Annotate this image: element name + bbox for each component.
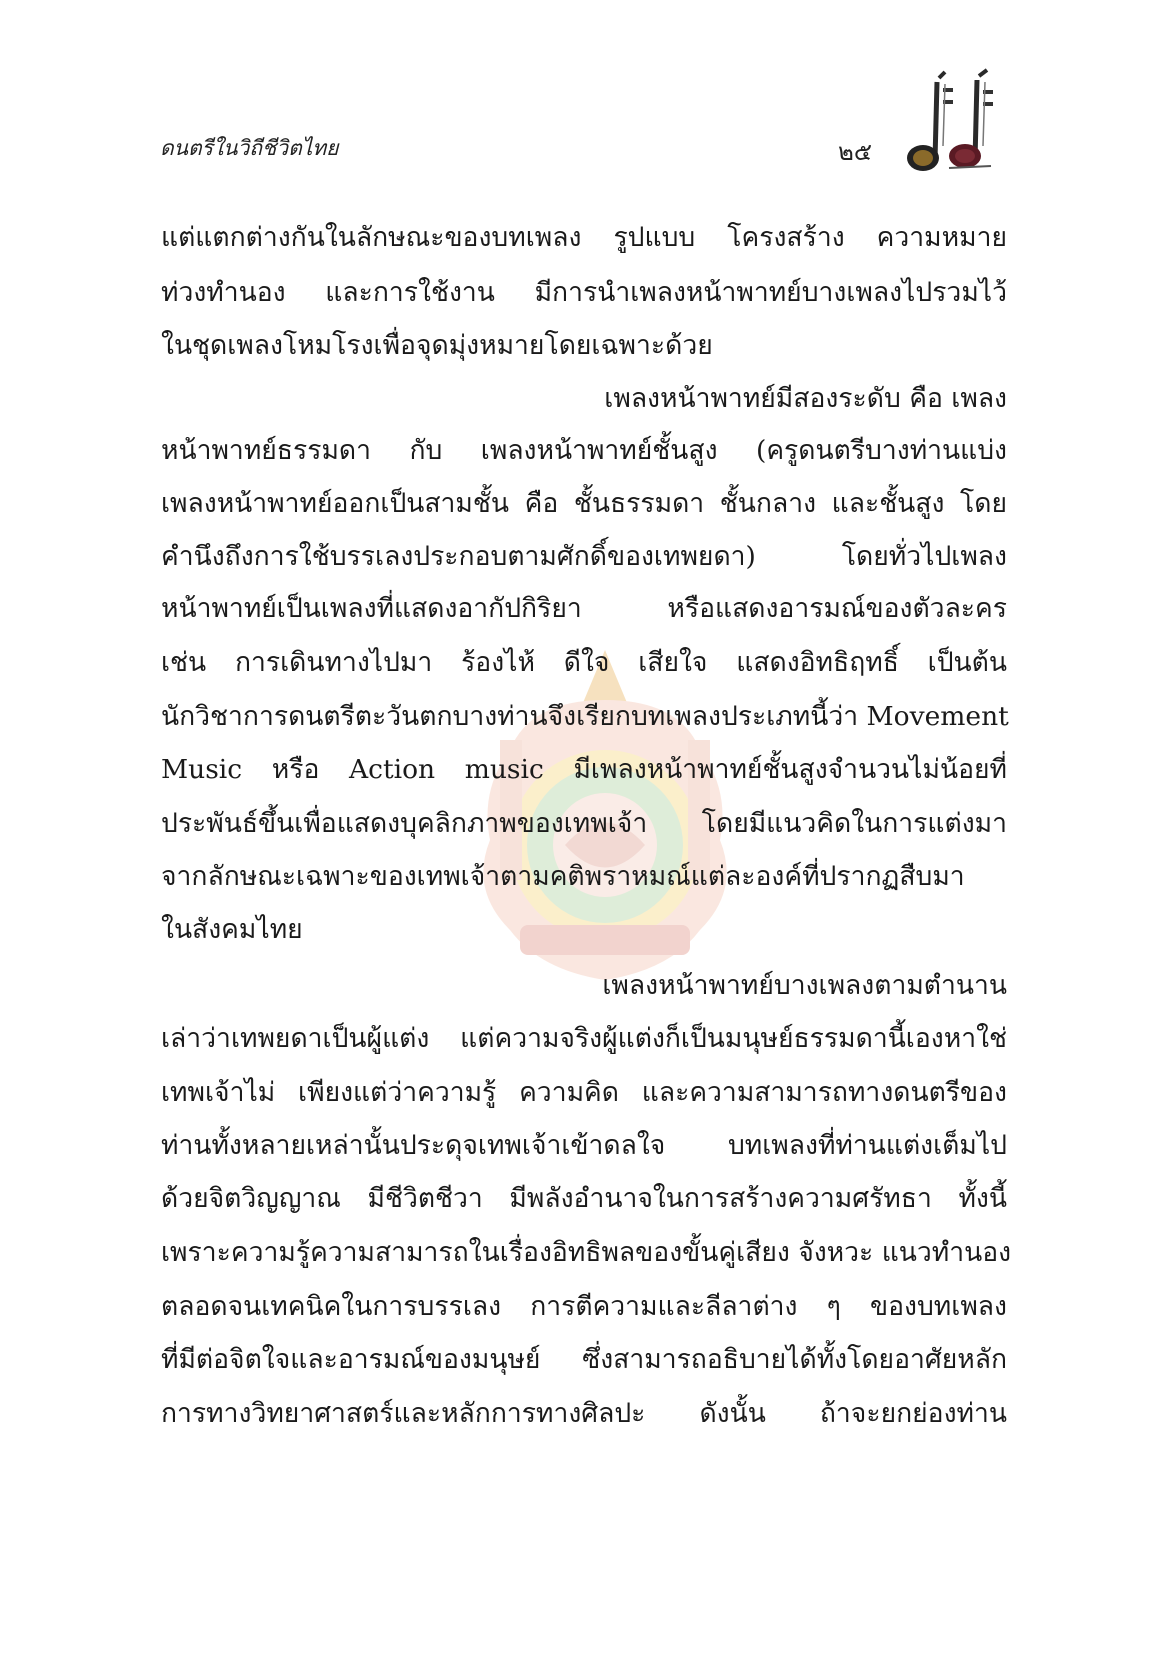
body-line-23: การทางวิทยาศาสตร์และหลักการทางศิลปะ ดังนั้น ถ้าจะยกย่องท่าน <box>161 1398 1007 1429</box>
body-line-3: ในชุดเพลงโหมโรงเพื่อจุดมุ่งหมายโดยเฉพาะด้วย <box>161 330 713 361</box>
body-line-6: เพลงหน้าพาทย์ออกเป็นสามชั้น คือ ชั้นธรรมดา ชั้นกลาง และชั้นสูง โดย <box>161 488 1007 519</box>
body-line-16: เล่าว่าเทพยดาเป็นผู้แต่ง แต่ความจริงผู้แต่งก็เป็นมนุษย์ธรรมดานี้เองหาใช่ <box>161 1023 1007 1054</box>
body-line-8: หน้าพาทย์เป็นเพลงที่แสดงอากัปกิริยา หรือแสดงอารมณ์ของตัวละคร <box>161 593 1007 624</box>
body-line-7: คำนึงถึงการใช้บรรเลงประกอบตามศักดิ์ของเทพยดา) โดยทั่วไปเพลง <box>161 541 1007 572</box>
thai-fiddle-instrument-icon <box>905 68 1015 176</box>
body-line-13: จากลักษณะเฉพาะของเทพเจ้าตามคติพราหมณ์แต่ละองค์ที่ปรากฏสืบมา <box>161 861 965 892</box>
body-line-21: ตลอดจนเทคนิคในการบรรเลง การตีความและลีลาต่าง ๆ ของบทเพลง <box>161 1291 1007 1322</box>
page-number: ๒๕ <box>838 138 872 166</box>
body-line-18: ท่านทั้งหลายเหล่านั้นประดุจเทพเจ้าเข้าดลใจ บทเพลงที่ท่านแต่งเต็มไป <box>161 1130 1007 1161</box>
body-line-1: แต่แตกต่างกันในลักษณะของบทเพลง รูปแบบ โครงสร้าง ความหมาย <box>161 222 1007 253</box>
body-line-22: ที่มีต่อจิตใจและอารมณ์ของมนุษย์ ซึ่งสามารถอธิบายได้ทั้งโดยอาศัยหลัก <box>161 1344 1007 1375</box>
body-line-15: เพลงหน้าพาทย์บางเพลงตามตำนาน <box>602 970 1007 1001</box>
body-line-9: เช่น การเดินทางไปมา ร้องไห้ ดีใจ เสียใจ แสดงอิทธิฤทธิ์ เป็นต้น <box>161 647 1007 678</box>
body-line-2: ท่วงทำนอง และการใช้งาน มีการนำเพลงหน้าพาทย์บางเพลงไปรวมไว้ <box>161 277 1007 308</box>
body-line-4: เพลงหน้าพาทย์มีสองระดับ คือ เพลง <box>604 383 1007 414</box>
body-line-17: เทพเจ้าไม่ เพียงแต่ว่าความรู้ ความคิด และความสามารถทางดนตรีของ <box>161 1077 1007 1108</box>
body-line-11: Music หรือ Action music มีเพลงหน้าพาทย์ชั้นสูงจำนวนไม่น้อยที่ <box>161 754 1007 785</box>
running-header-title: ดนตรีในวิถีชีวิตไทย <box>160 136 339 160</box>
body-line-10: นักวิชาการดนตรีตะวันตกบางท่านจึงเรียกบทเพลงประเภทนี้ว่า Movement <box>161 701 1009 732</box>
body-line-20: เพราะความรู้ความสามารถในเรื่องอิทธิพลของขั้นคู่เสียง จังหวะ แนวทำนอง <box>161 1237 1012 1268</box>
body-line-5: หน้าพาทย์ธรรมดา กับ เพลงหน้าพาทย์ชั้นสูง (ครูดนตรีบางท่านแบ่ง <box>161 435 1007 466</box>
body-line-14: ในสังคมไทย <box>161 914 303 945</box>
body-line-12: ประพันธ์ขึ้นเพื่อแสดงบุคลิกภาพของเทพเจ้า โดยมีแนวคิดในการแต่งมา <box>161 808 1007 839</box>
body-line-19: ด้วยจิตวิญญาณ มีชีวิตชีวา มีพลังอำนาจในการสร้างความศรัทธา ทั้งนี้ <box>161 1183 1007 1214</box>
